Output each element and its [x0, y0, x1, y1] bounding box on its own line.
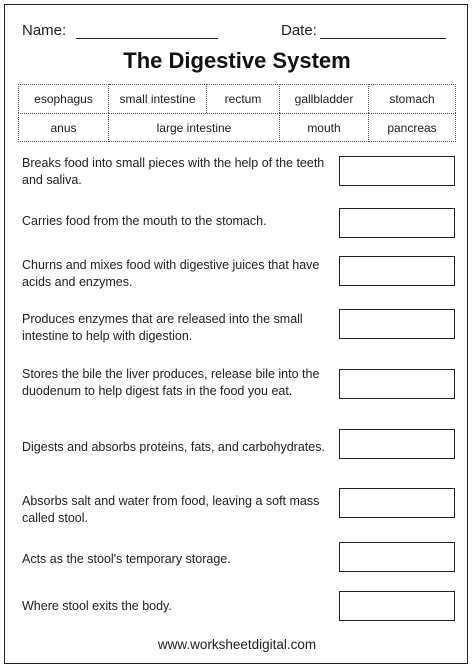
- word-bank-item: pancreas: [369, 113, 456, 142]
- page-title: The Digestive System: [123, 48, 351, 73]
- clue-text: Digests and absorbs proteins, fats, and carbohydrates.: [22, 440, 325, 454]
- word-bank-row: [18, 84, 456, 113]
- word-bank-row: [18, 113, 456, 142]
- word-bank-item: gallbladder: [280, 84, 369, 113]
- clue-text: Breaks food into small pieces with the help of the teeth and saliva.: [22, 156, 325, 187]
- word-bank-item: stomach: [369, 84, 456, 113]
- answer-box[interactable]: [339, 309, 455, 339]
- clue-text: Churns and mixes food with digestive juices that have acids and enzymes.: [22, 258, 320, 289]
- word-bank-item: esophagus: [18, 84, 109, 113]
- footer-website: www.worksheetdigital.com: [157, 637, 317, 652]
- answer-box[interactable]: [339, 488, 455, 518]
- answer-box[interactable]: [339, 208, 455, 238]
- clue-text: Where stool exits the body.: [22, 599, 172, 613]
- name-field[interactable]: [76, 38, 218, 39]
- word-bank-item: mouth: [280, 113, 369, 142]
- answer-box[interactable]: [339, 591, 455, 621]
- date-field[interactable]: [320, 38, 446, 39]
- answer-box[interactable]: [339, 256, 455, 286]
- clue-text: Carries food from the mouth to the stomach.: [22, 214, 267, 228]
- answer-box[interactable]: [339, 542, 455, 572]
- name-label: Name:: [22, 22, 67, 39]
- word-bank-item: large intestine: [109, 113, 280, 142]
- answer-box[interactable]: [339, 369, 455, 399]
- clue-text: Stores the bile the liver produces, release bile into the duodenum to help digest fats in the food you eat.: [22, 367, 320, 398]
- date-label: Date:: [281, 22, 317, 39]
- answer-box[interactable]: [339, 429, 455, 459]
- word-bank-item: anus: [18, 113, 109, 142]
- word-bank-item: small intestine: [109, 84, 207, 113]
- clue-text: Produces enzymes that are released into the small intestine to help with digestion.: [22, 312, 303, 343]
- word-bank-item: rectum: [207, 84, 280, 113]
- word-bank: [18, 84, 456, 142]
- clue-text: Acts as the stool's temporary storage.: [22, 552, 231, 566]
- clue-text: Absorbs salt and water from food, leaving a soft mass called stool.: [22, 494, 320, 525]
- answer-box[interactable]: [339, 156, 455, 186]
